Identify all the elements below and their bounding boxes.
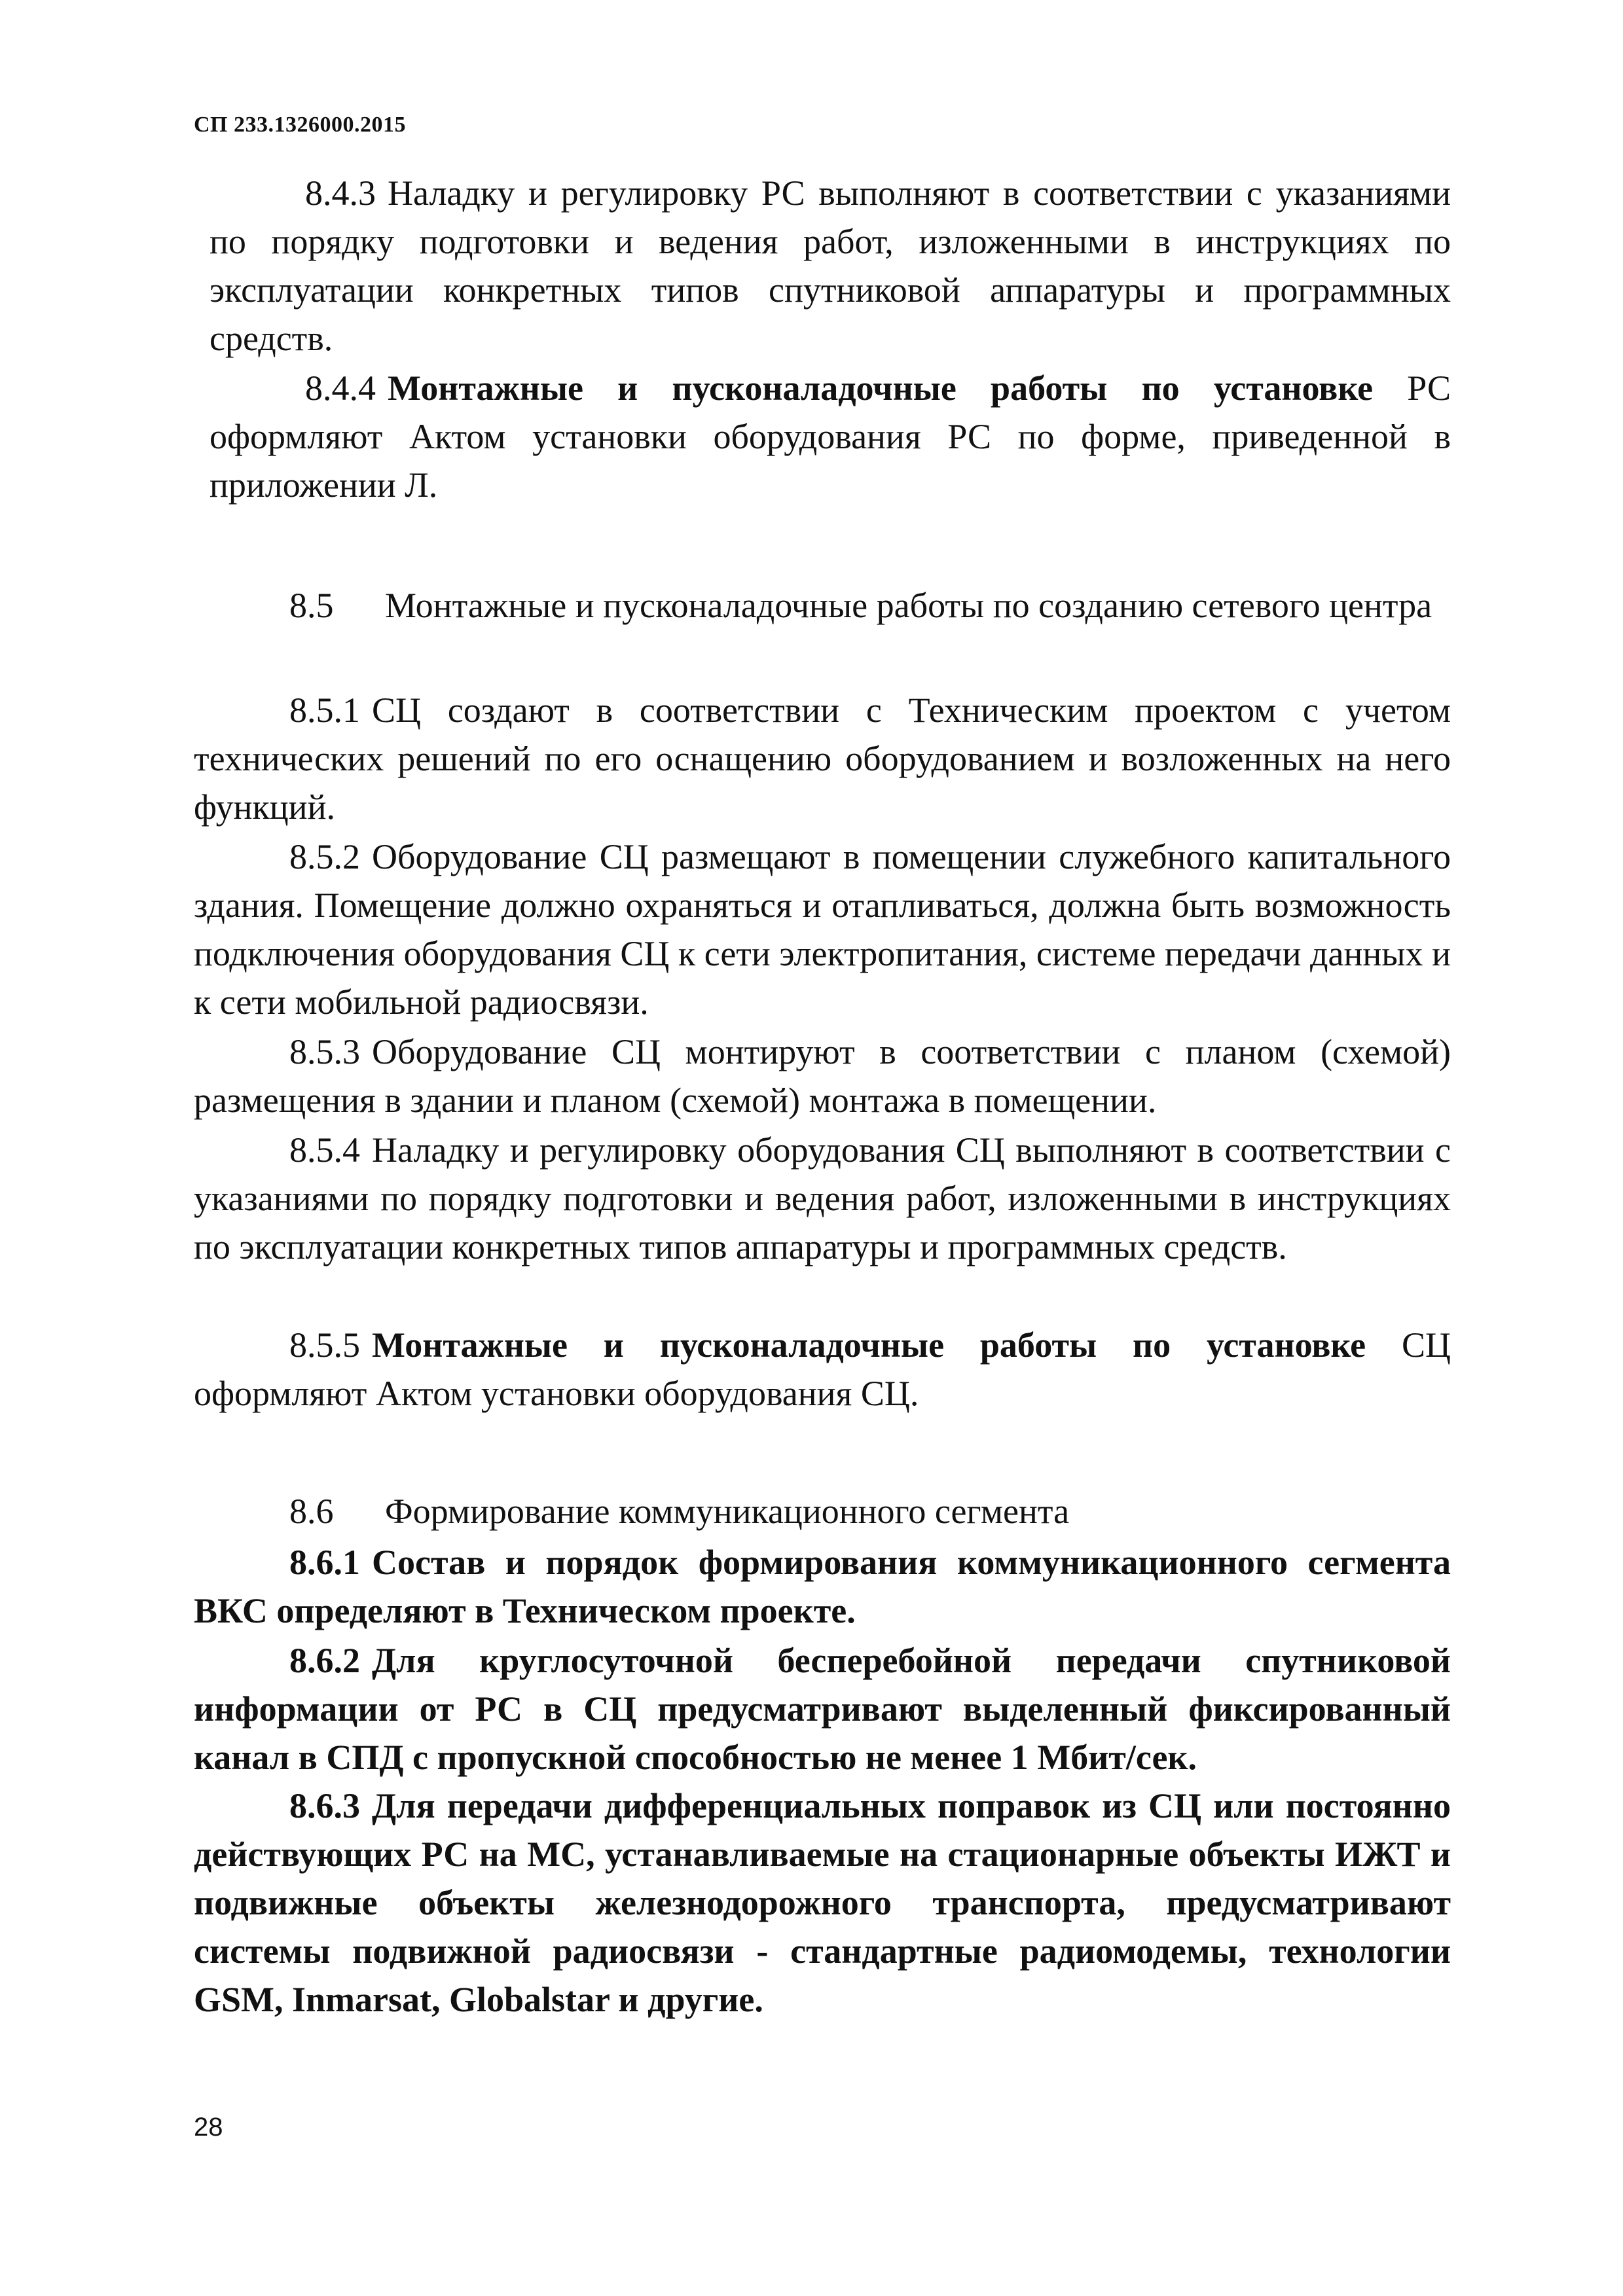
paragraph-8-5-2 <box>194 833 1451 1026</box>
clause-number: 8.5.1 <box>289 691 360 730</box>
clause-number: 8.6.3 <box>289 1786 360 1825</box>
paragraph-8-6-3 <box>194 1782 1451 2024</box>
section-heading-8-6 <box>289 1487 1455 1535</box>
clause-text: Оборудование СЦ размещают в помещении служебного капитального здания. Помещение должно охраняться и отапливаться, должна быть возможность подключения оборудования СЦ к сети электропитания, системе передачи данных и к сети мобильной радиосвязи. <box>194 837 1451 1022</box>
clause-text: Для передачи дифференциальных поправок из СЦ или постоянно действующих РС на МС, устанавливаемые на стационарные объекты ИЖТ и подвижные объекты железнодорожного транспорта, предусматривают системы подвижной радиосвязи - стандартные радиомодемы, технологии GSM, Inmarsat, Globalstar и другие. <box>194 1786 1451 2019</box>
clause-text: СЦ создают в соответствии с Техническим проектом с учетом технических решений по его оснащению оборудованием и возложенных на него функций. <box>194 691 1451 827</box>
clause-text: СЦ оформляют Актом установки оборудования СЦ. <box>194 1325 1451 1413</box>
paragraph-8-6-2 <box>194 1636 1451 1782</box>
section-title: Формирование коммуникационного сегмента <box>385 1492 1070 1531</box>
clause-text: Наладку и регулировку оборудования СЦ выполняют в соответствии с указаниями по порядку подготовки и ведения работ, изложенными в инструкциях по эксплуатации конкретных типов аппаратуры и программных средств. <box>194 1130 1451 1266</box>
clause-number: 8.6.2 <box>289 1641 360 1680</box>
paragraph-8-5-3 <box>194 1028 1451 1124</box>
clause-text: Состав и порядок формирования коммуникационного сегмента ВКС определяют в Техническом проекте. <box>194 1543 1451 1630</box>
paragraph-8-4-3 <box>210 169 1451 363</box>
clause-number: 8.5.4 <box>289 1130 360 1170</box>
page-number: 28 <box>194 2113 223 2142</box>
section-number: 8.5 <box>289 586 334 625</box>
clause-number: 8.4.4 <box>305 368 376 408</box>
clause-text: Для круглосуточной бесперебойной передачи спутниковой информации от РС в СЦ предусматривают выделенный фиксированный канал в СПД с пропускной способностью не менее 1 Мбит/сек. <box>194 1641 1451 1777</box>
clause-number: 8.4.3 <box>305 173 376 213</box>
section-number: 8.6 <box>289 1492 334 1531</box>
paragraph-8-4-4 <box>210 364 1451 509</box>
section-title: Монтажные и пусконаладочные работы по созданию сетевого центра <box>385 586 1432 625</box>
clause-number: 8.5.5 <box>289 1325 360 1365</box>
paragraph-8-5-4 <box>194 1126 1451 1271</box>
clause-text: РС оформляют Актом установки оборудования РС по форме, приведенной в приложении Л. <box>210 368 1451 505</box>
paragraph-8-5-5 <box>194 1321 1451 1418</box>
clause-text: Наладку и регулировку РС выполняют в соответствии с указаниями по порядку подготовки и ведения работ, изложенными в инструкциях по эксплуатации конкретных типов спутниковой аппаратуры и программных средств. <box>210 173 1451 358</box>
clause-number: 8.5.3 <box>289 1032 360 1071</box>
clause-number: 8.5.2 <box>289 837 360 876</box>
paragraph-8-6-1 <box>194 1538 1451 1635</box>
paragraph-8-5-1 <box>194 686 1451 831</box>
clause-bold-text: Монтажные и пусконаладочные работы по установке <box>372 1325 1366 1365</box>
section-heading-8-5 <box>289 581 1455 679</box>
clause-number: 8.6.1 <box>289 1543 360 1582</box>
clause-bold-text: Монтажные и пусконаладочные работы по установке <box>388 368 1374 408</box>
document-code-header: СП 233.1326000.2015 <box>194 113 406 137</box>
clause-text: Оборудование СЦ монтируют в соответствии с планом (схемой) размещения в здании и планом (схемой) монтажа в помещении. <box>194 1032 1451 1120</box>
